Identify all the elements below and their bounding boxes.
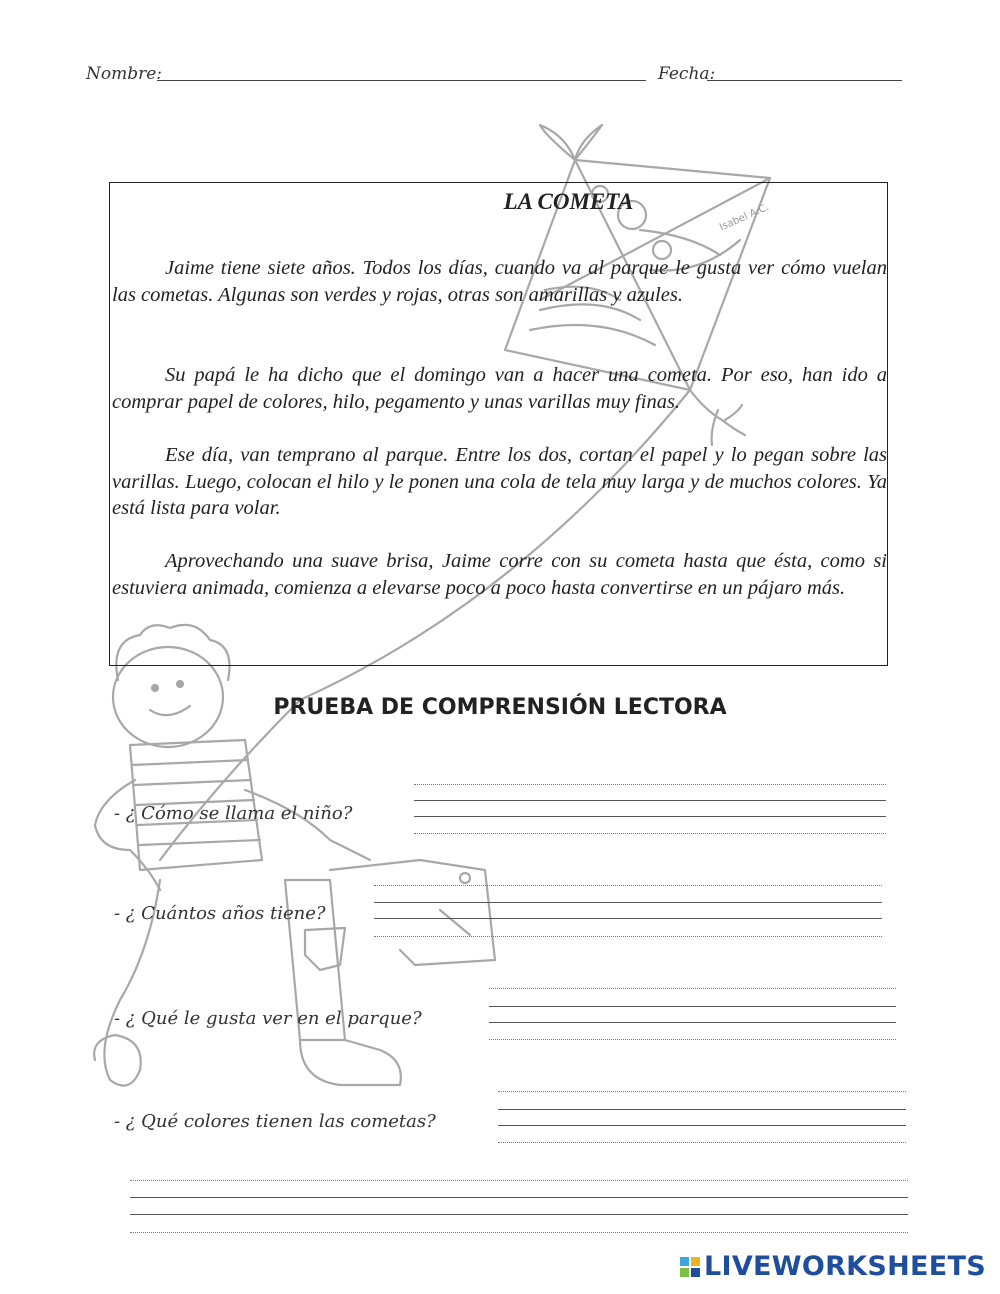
question-1: - ¿ Cómo se llama el niño? [114, 803, 353, 824]
answer-guide [489, 1039, 896, 1040]
name-label: Nombre: [86, 64, 163, 84]
story-paragraph: Ese día, van temprano al parque. Entre los dos, cortan el papel y lo pegan sobre las varillas. Luego, colocan el hilo y le ponen una cola de tela muy larga y de muchos colores. Ya está lista para volar. [112, 444, 887, 519]
answer-guide [374, 936, 882, 937]
story-paragraph: Jaime tiene siete años. Todos los días, cuando va al parque le gusta ver cómo vuelan las cometas. Algunas son verdes y rojas, otras son amarillas y azules. [112, 257, 887, 306]
answer-line-2[interactable] [374, 902, 882, 903]
story-paragraph: Aprovechando una suave brisa, Jaime corre con su cometa hasta que ésta, como si estuviera animada, comienza a elevarse poco a poco hasta convertirse en un pájaro más. [112, 550, 887, 599]
story-paragraph: Su papá le ha dicho que el domingo van a hacer una cometa. Por eso, han ido a comprar papel de colores, hilo, pegamento y unas varillas muy finas. [112, 364, 887, 413]
date-label: Fecha: [658, 64, 716, 84]
answer-guide [374, 885, 882, 886]
answer-guide [498, 1091, 906, 1092]
story-box [109, 182, 888, 666]
answer-guide [414, 784, 886, 785]
answer-guide [414, 833, 886, 834]
answer-line-3[interactable] [489, 1006, 896, 1007]
answer-line-4[interactable] [498, 1125, 906, 1126]
date-input-line[interactable] [707, 80, 902, 81]
answer-line-2[interactable] [374, 918, 882, 919]
liveworksheets-logo[interactable] [679, 1251, 986, 1282]
story-title: LA COMETA [503, 189, 634, 214]
answer-line-4-extra[interactable] [130, 1197, 908, 1198]
brand-text: LIVEWORKSHEETS [703, 1251, 986, 1282]
answer-guide [498, 1142, 906, 1143]
quiz-title: PRUEBA DE COMPRENSIÓN LECTORA [273, 695, 727, 720]
answer-guide [130, 1180, 908, 1181]
question-2: - ¿ Cuántos años tiene? [114, 903, 326, 924]
liveworksheets-icon [679, 1256, 701, 1278]
answer-line-4[interactable] [498, 1109, 906, 1110]
answer-line-4-extra[interactable] [130, 1214, 908, 1215]
kite-signature: Isabel A.C. [718, 201, 771, 234]
name-input-line[interactable] [157, 80, 646, 81]
question-4: - ¿ Qué colores tienen las cometas? [114, 1111, 436, 1132]
answer-line-1[interactable] [414, 816, 886, 817]
answer-line-3[interactable] [489, 1022, 896, 1023]
answer-guide [489, 988, 896, 989]
question-3: - ¿ Qué le gusta ver en el parque? [114, 1008, 422, 1029]
answer-guide [130, 1232, 908, 1233]
answer-line-1[interactable] [414, 800, 886, 801]
